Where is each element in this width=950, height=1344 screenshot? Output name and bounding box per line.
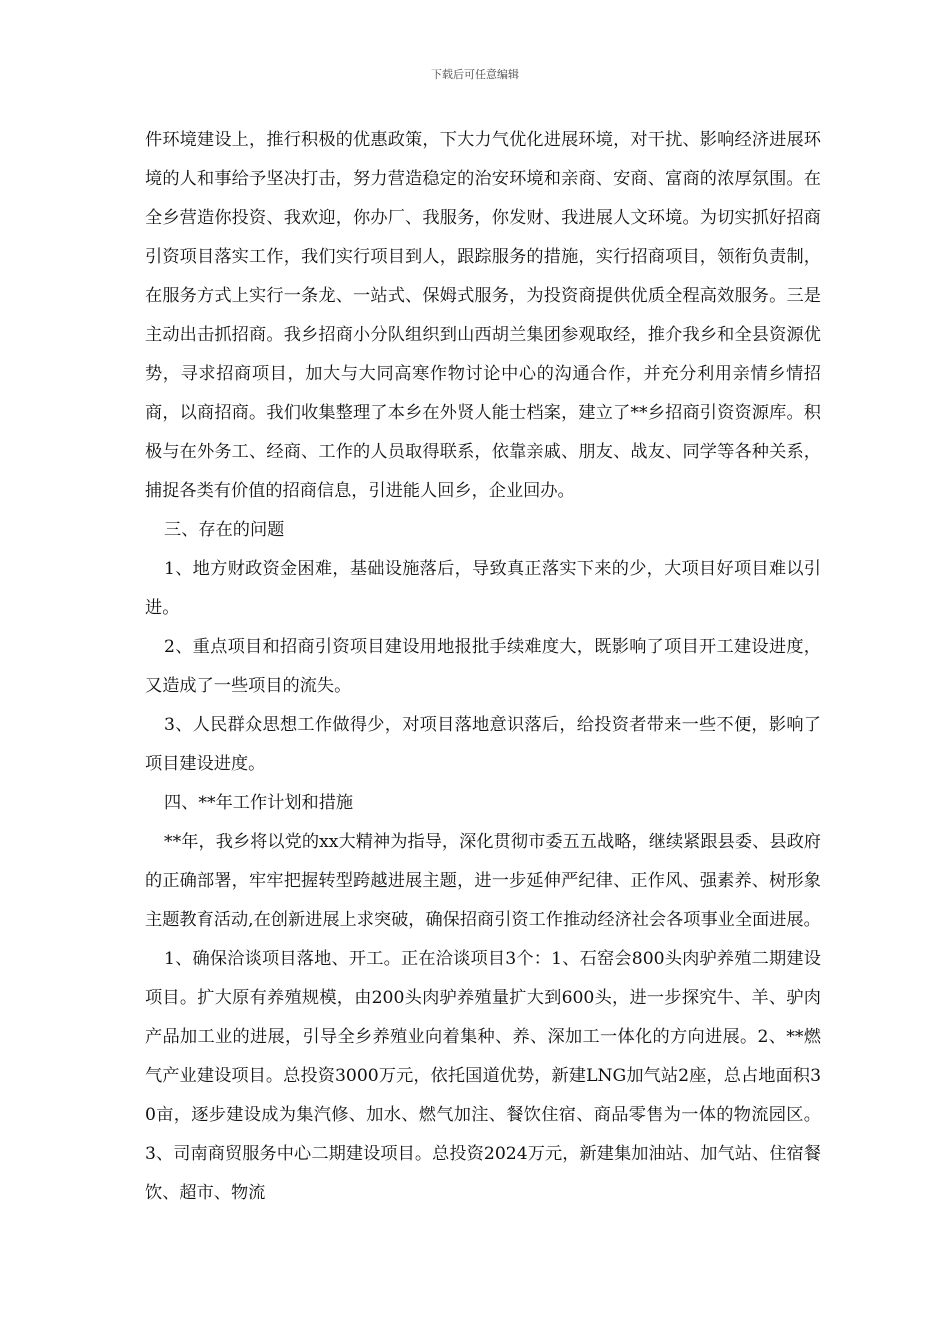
document-body — [145, 121, 821, 1213]
section-heading-plan: 四、**年工作计划和措施 — [164, 793, 354, 813]
paragraph-plan-intro: **年，我乡将以党的xx大精神为指导，深化贯彻市委五五战略，继续紧跟县委、县政府的正确部署，牢牢把握转型跨越进展主题，进一步延伸严纪律、正作风、强素养、树形象主题教育活动,在创新进展上求突破，确保招商引资工作推动经济社会各项事业全面进展。 — [145, 832, 821, 930]
section-heading-problems: 三、存在的问题 — [164, 520, 285, 540]
problem-item-2: 2、重点项目和招商引资项目建设用地报批手续难度大，既影响了项目开工建设进度，又造成了一些项目的流失。 — [145, 637, 821, 696]
paragraph-investment-environment: 件环境建设上，推行积极的优惠政策，下大力气优化进展环境，对干扰、影响经济进展环境的人和事给予坚决打击，努力营造稳定的治安环境和亲商、安商、富商的浓厚氛围。在全乡营造你投资、我欢迎，你办厂、我服务，你发财、我进展人文环境。为切实抓好招商引资项目落实工作，我们实行项目到人，跟踪服务的措施，实行招商项目，领衔负责制，在服务方式上实行一条龙、一站式、保姆式服务，为投资商提供优质全程高效服务。三是主动出击抓招商。我乡招商小分队组织到山西胡兰集团参观取经，推介我乡和全县资源优势，寻求招商项目，加大与大同高寒作物讨论中心的沟通合作，并充分利用亲情乡情招商，以商招商。我们收集整理了本乡在外贤人能士档案，建立了**乡招商引资资源库。积极与在外务工、经商、工作的人员取得联系，依靠亲戚、朋友、战友、同学等各种关系，捕捉各类有价值的招商信息，引进能人回乡，企业回办。 — [145, 130, 821, 501]
problem-item-3: 3、人民群众思想工作做得少，对项目落地意识落后，给投资者带来一些不便，影响了项目建设进度。 — [145, 715, 821, 774]
problem-item-1: 1、地方财政资金困难，基础设施落后，导致真正落实下来的少，大项目好项目难以引进。 — [145, 559, 821, 618]
page-header: 下载后可任意编辑 — [431, 68, 519, 81]
plan-item-1: 1、确保洽谈项目落地、开工。正在洽谈项目3个：1、石窑会800头肉驴养殖二期建设项目。扩大原有养殖规模，由200头肉驴养殖量扩大到600头，进一步探究牛、羊、驴肉产品加工业的进展，引导全乡养殖业向着集种、养、深加工一体化的方向进展。2、**燃气产业建设项目。总投资3000万元，依托国道优势，新建LNG加气站2座，总占地面积30亩，逐步建设成为集汽修、加水、燃气加注、餐饮住宿、商品零售为一体的物流园区。3、司南商贸服务中心二期建设项目。总投资2024万元，新建集加油站、加气站、住宿餐饮、超市、物流 — [145, 949, 821, 1203]
